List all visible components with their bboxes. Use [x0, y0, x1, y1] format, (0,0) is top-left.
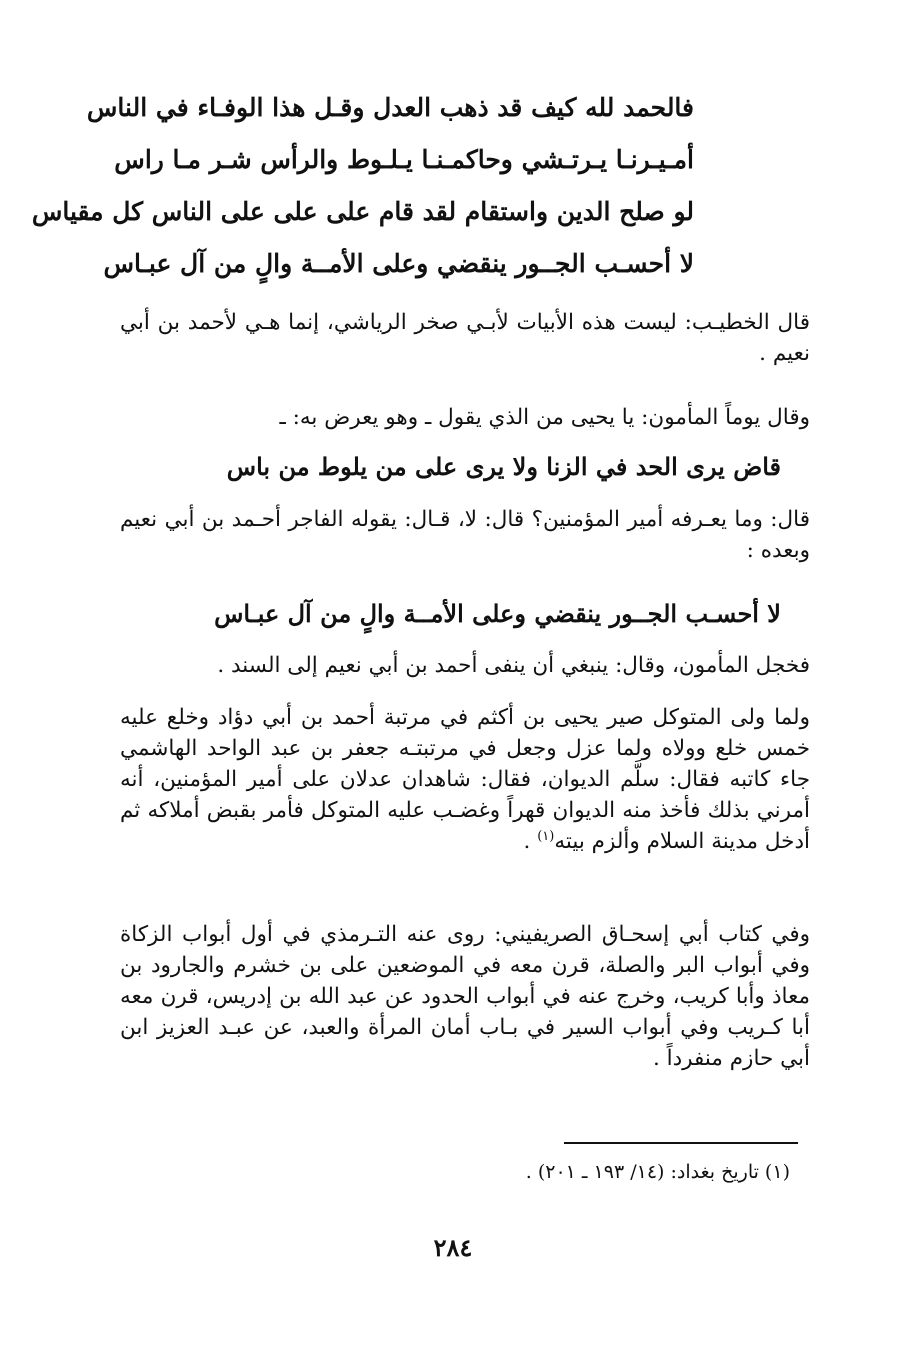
paragraph-text	[120, 702, 810, 857]
footnote: (١) تاريخ بغداد: (١٤/ ١٩٣ ـ ٢٠١) .	[525, 1161, 790, 1183]
verse-line: فالحمد لله كيف قد ذهب العدل وقـل هذا الوفـاء في الناس	[86, 93, 694, 122]
paragraph-text: فخجل المأمون، وقال: ينبغي أن ينفى أحمد بن أبي نعيم إلى السند .	[217, 653, 810, 678]
paragraph-mamun-question	[120, 402, 810, 433]
paragraph-text: قال: وما يعـرفه أمير المؤمنين؟ قال: لا، قـال: يقوله الفاجر أحـمد بن أبي نعيم وبعده :	[120, 507, 810, 563]
paragraph-text: قال الخطيـب: ليست هذه الأبيات لأبـي صخر الرياشي، إنما هـي لأحمد بن أبي نعيم .	[120, 310, 810, 366]
paragraph-khatib	[120, 307, 810, 369]
footnote-divider	[564, 1142, 798, 1144]
paragraph-text: وقال يوماً المأمون: يا يحيى من الذي يقول ـ وهو يعرض به: ـ	[279, 405, 810, 430]
paragraph-answer	[120, 504, 810, 566]
paragraph-body: ولما ولى المتوكل صير يحيى بن أكثم في مرتبة أحمد بن أبي دؤاد وخلع عليه خمس خلع وولاه ولما عزل وجعل في مرتبتـه جعفر بن عبد الواحد الهاشمي جاء كاتبه فقال: سلَّم الديوان، فقال: شاهدان عدلان على أمير المؤمنين، أنه أمرني بذلك فأخذ منه الديوان قهراً وغضـب عليه المتوكل فأمر بقبض أملاكه ثم أدخل مدينة السلام وألزم بيته	[120, 705, 810, 854]
opening-verses	[31, 82, 694, 290]
verse-line: لا أحسـب الجــور ينقضي وعلى الأمــة والٍ من آل عبـاس	[103, 249, 694, 278]
verse-line: أمـيـرنـا يـرتـشي وحاكمـنـا يـلـوط والرأس شـر مـا راس	[114, 145, 694, 174]
paragraph-exile	[120, 650, 810, 681]
verse-qadi: قاض يرى الحد في الزنا ولا يرى على من يلوط من باس	[226, 452, 781, 481]
verse-repeated: لا أحسـب الجــور ينقضي وعلى الأمــة والٍ من آل عبـاس	[214, 599, 781, 628]
page-number: ٢٨٤	[433, 1233, 473, 1262]
paragraph-text: وفي كتاب أبي إسحـاق الصريفيني: روى عنه التـرمذي في أول أبواب الزكاة وفي أبواب البر والصلة، قرن معه في الموضعين على بن خشرم والجارود بن معاذ وأبا كريب، وخرج عنه في أبواب الحدود عن عبد الله بن إدريس، قرن معه أبا كـريب وفي أبواب السير في بـاب أمان المرأة والعبد، عن عبـد العزيز ابن أبي حازم منفرداً .	[120, 922, 810, 1071]
paragraph-mutawakkil	[120, 702, 810, 857]
verse-line: لو صلح الدين واستقام لقد قام على على على الناس كل مقياس	[31, 197, 694, 226]
paragraph-sarifini	[120, 919, 810, 1074]
footnote-reference[interactable]: (١)	[537, 828, 555, 844]
paragraph-end: .	[523, 829, 538, 854]
